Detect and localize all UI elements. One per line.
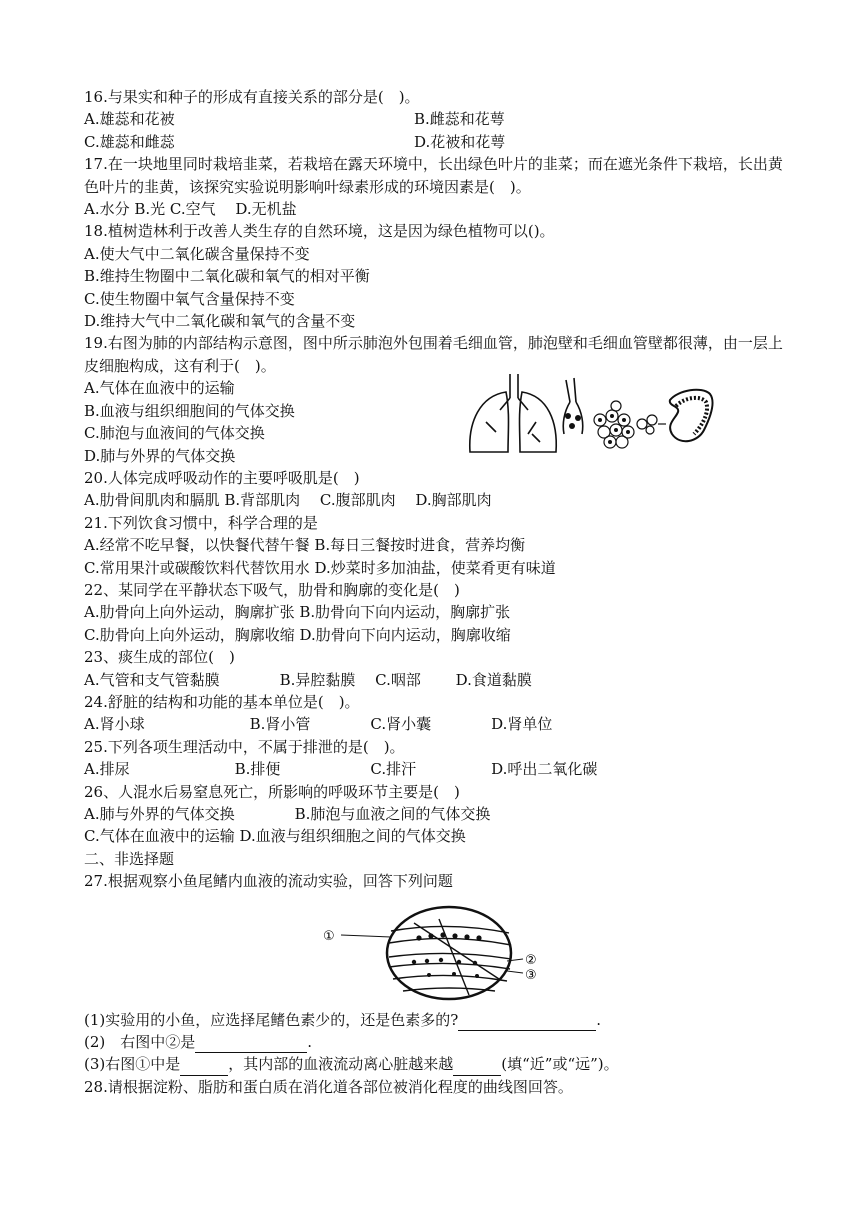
q19-stem: 19.右图为肺的内部结构示意图，图中所示肺泡外包围着毛细血管，肺泡壁和毛细血管壁都很薄，由一层上皮细胞构成，这有利于( )。 bbox=[84, 334, 783, 375]
q17-options: A.水分 B.光 C.空气 D.无机盐 bbox=[84, 200, 297, 219]
q23-stem: 23、痰生成的部位( ) bbox=[84, 648, 235, 667]
q27-part1-text: (1)实验用的小鱼，应选择尾鳍色素少的，还是色素多的? bbox=[84, 1010, 459, 1029]
q18-option-a: A.使大气中二氧化碳含量保持不变 bbox=[84, 244, 310, 263]
q19-option-d: D.肺与外界的气体交换 bbox=[84, 446, 236, 465]
q25-stem: 25.下列各项生理活动中，不属于排泄的是( )。 bbox=[84, 737, 405, 756]
answer-blank-3[interactable] bbox=[180, 1059, 228, 1076]
figure-label-3: ③ bbox=[525, 967, 537, 983]
q27-part3-text-c: (填“近”或“远”)。 bbox=[501, 1055, 619, 1074]
section-heading: 二、非选择题 bbox=[84, 849, 175, 868]
q16-option-d: D.花被和花萼 bbox=[414, 132, 506, 151]
q16-option-a: A.雄蕊和花被 bbox=[84, 110, 175, 129]
q28-stem: 28.请根据淀粉、脂肪和蛋白质在消化道各部位被消化程度的曲线图回答。 bbox=[84, 1077, 573, 1096]
q21-stem: 21.下列饮食习惯中，科学合理的是 bbox=[84, 513, 318, 532]
q23-options: A.气管和支气管黏膜 B.异腔黏膜 C.咽部 D.食道黏膜 bbox=[84, 670, 532, 689]
q22-stem: 22、某同学在平静状态下吸气，肋骨和胸廓的变化是( ) bbox=[84, 580, 460, 599]
figure-label-2: ② bbox=[525, 952, 537, 968]
q19-option-c: C.肺泡与血液间的气体交换 bbox=[84, 424, 265, 443]
lung-structure-figure bbox=[466, 372, 716, 458]
q16-option-c: C.雄蕊和雌蕊 bbox=[84, 132, 175, 151]
q27-part3-text-b: ，其内部的血液流动离心脏越来越 bbox=[228, 1055, 454, 1074]
q26-stem: 26、人混水后易窒息死亡，所影响的呼吸环节主要是( ) bbox=[84, 782, 460, 801]
q27-part1-end: . bbox=[596, 1010, 602, 1029]
q18-stem: 18.植树造林利于改善人类生存的自然环境，这是因为绿色植物可以()。 bbox=[84, 222, 555, 241]
q18-option-c: C.使生物圈中氧气含量保持不变 bbox=[84, 289, 295, 308]
q16-option-b: B.雌蕊和花萼 bbox=[414, 110, 505, 129]
q27-part2-end: . bbox=[307, 1033, 313, 1052]
q26-options-cd: C.气体在血液中的运输 D.血液与组织细胞之间的气体交换 bbox=[84, 827, 466, 846]
answer-blank-4[interactable] bbox=[453, 1059, 501, 1076]
q16-stem: 16.与果实和种子的形成有直接关系的部分是( )。 bbox=[84, 88, 420, 106]
figure-label-1: ① bbox=[323, 928, 335, 944]
q20-stem: 20.人体完成呼吸动作的主要呼吸肌是( ) bbox=[84, 468, 360, 487]
q27-stem: 27.根据观察小鱼尾鳍内血液的流动实验，回答下列问题 bbox=[84, 872, 453, 891]
q27-part3 bbox=[84, 1053, 784, 1075]
q17-stem: 17.在一块地里同时栽培韭菜，若栽培在露天环境中，长出绿色叶片的韭菜；而在遮光条件下栽培，长出黄色叶片的韭黄，该探究实验说明影响叶绿素形成的环境因素是( )。 bbox=[84, 155, 783, 196]
q19-option-a: A.气体在血液中的运输 bbox=[84, 379, 235, 398]
answer-blank-2[interactable] bbox=[195, 1036, 307, 1053]
q27-part3-text-a: (3)右图①中是 bbox=[84, 1055, 181, 1074]
q19-option-b: B.血液与组织细胞间的气体交换 bbox=[84, 401, 295, 420]
q22-options-ab: A.肋骨向上向外运动，胸廓扩张 B.肋骨向下向内运动，胸廓扩张 bbox=[84, 603, 511, 622]
q18-option-d: D.维持大气中二氧化碳和氧气的含量不变 bbox=[84, 312, 356, 331]
fish-tail-blood-flow-figure bbox=[319, 903, 544, 1003]
q24-options: A.肾小球 B.肾小管 C.肾小囊 D.肾单位 bbox=[84, 715, 553, 734]
answer-blank-1[interactable] bbox=[458, 1014, 596, 1031]
q16-options-row1 bbox=[84, 108, 784, 130]
q21-options-cd: C.常用果汁或碳酸饮料代替饮用水 D.炒菜时多加油盐，使菜肴更有味道 bbox=[84, 558, 556, 577]
q24-stem: 24.舒脏的结构和功能的基本单位是( )。 bbox=[84, 692, 360, 711]
q27-part1 bbox=[84, 1009, 784, 1031]
worksheet bbox=[84, 86, 784, 1098]
q22-options-cd: C.肋骨向上向外运动，胸廓收缩 D.肋骨向下向内运动，胸廓收缩 bbox=[84, 625, 511, 644]
q20-options: A.肋骨间肌肉和膈肌 B.背部肌肉 C.腹部肌肉 D.胸部肌肉 bbox=[84, 491, 492, 510]
q21-options-ab: A.经常不吃早餐，以快餐代替午餐 B.每日三餐按时进食，营养均衡 bbox=[84, 536, 526, 555]
q27-part2 bbox=[84, 1031, 784, 1053]
q18-option-b: B.维持生物圈中二氧化碳和氧气的相对平衡 bbox=[84, 267, 370, 286]
q27-part2-text: (2) 右图中②是 bbox=[84, 1033, 196, 1052]
q16-options-row2 bbox=[84, 131, 784, 153]
q26-options-ab: A.肺与外界的气体交换 B.肺泡与血液之间的气体交换 bbox=[84, 805, 491, 823]
q25-options: A.排尿 B.排便 C.排汗 D.呼出二氧化碳 bbox=[84, 760, 598, 779]
